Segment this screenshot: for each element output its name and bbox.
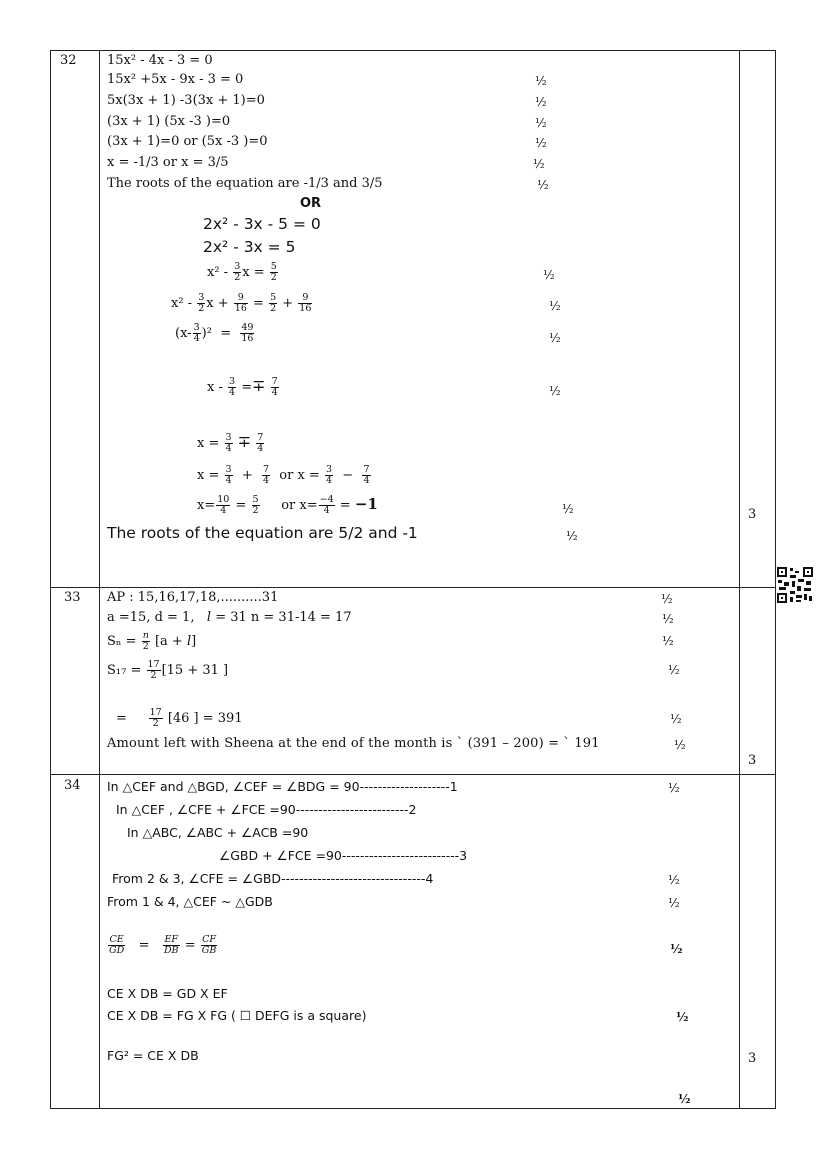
numerator: 3 [193,322,200,333]
fraction [319,495,335,516]
denominator: 2 [252,505,259,516]
denominator: 4 [229,387,236,398]
fraction [240,323,254,344]
numerator: 3 [325,464,333,475]
fraction [271,377,279,398]
fraction [201,935,218,956]
fraction [225,433,233,454]
solution-line [107,660,228,681]
math-text: −1 [354,495,378,513]
solution-line: 2x² - 3x - 5 = 0 [203,215,321,233]
numerator: 17 [147,659,160,670]
math-text: = [220,326,232,341]
numerator: 17 [149,707,162,718]
fraction [216,495,230,516]
column-divider [99,51,100,1108]
fraction [270,262,278,283]
denominator: DB [163,945,179,956]
half-mark: ½ [562,502,574,516]
question-number: 34 [64,778,81,793]
math-text: + [241,468,253,483]
numerator: 7 [271,376,278,387]
denominator: 4 [262,475,270,486]
row-divider [51,587,775,588]
half-mark: ½ [549,384,561,398]
fraction [234,293,248,314]
numerator: 5 [270,261,277,272]
numerator: 7 [363,464,370,475]
math-text: ] [191,634,197,649]
solution-line: ∠GBD + ∠FCE =90--------------------------3 [219,848,468,863]
numerator: 9 [234,293,248,304]
solution-line: x² - $\frac{3}{2}$ x = $\frac{5}{2}$ [207,261,277,283]
numerator: CE [109,934,124,945]
half-mark: ½ [678,1092,691,1106]
solution-line: In △CEF and △BGD, ∠CEF = ∠BDG = 90--------------------1 [107,779,458,794]
math-text: l [186,634,192,649]
qr-code-icon [776,566,814,604]
half-mark: ½ [535,116,547,130]
solution-line: AP : 15,16,17,18,..........31 [107,590,279,605]
fraction [228,377,236,398]
solution-line [197,495,378,516]
half-mark: ½ [537,178,549,192]
half-mark: ½ [535,136,547,150]
numerator: 7 [257,432,264,443]
numerator: 3 [234,261,241,272]
denominator: 4 [363,475,370,486]
math-text: = [339,498,351,513]
half-mark: ½ [670,942,683,956]
half-mark: ½ [662,634,674,648]
math-text: Sₙ = [107,634,137,649]
denominator: 2 [270,272,277,283]
math-text: = 31 n = 31-14 = 17 [215,610,352,625]
numerator: 10 [217,494,230,505]
numerator: 3 [229,376,236,387]
solution-line: 5x(3x + 1) -3(3x + 1)=0 [107,93,265,108]
denominator: 2 [270,303,277,314]
fraction [252,495,260,516]
solution-line: 2x² - 3x = 5 [203,238,296,256]
math-text: = [138,938,150,953]
question-number: 33 [64,590,81,605]
numerator: 49 [241,322,254,333]
math-text: + [282,296,294,311]
math-text: )² [201,326,212,341]
solution-line: CE X DB = GD X EF [107,986,228,1001]
half-mark: ½ [533,157,545,171]
math-text: − [342,468,354,483]
math-text: x = [197,468,220,483]
denominator: 4 [271,387,278,398]
denominator: 2 [142,641,149,652]
denominator: 4 [220,505,227,516]
half-mark: ½ [668,781,680,795]
solution-line: (3x + 1) (5x -3 )=0 [107,114,231,129]
math-text: = [235,498,247,513]
denominator: 16 [241,333,254,344]
denominator: GD [109,945,125,956]
fraction [149,708,163,729]
solution-line: (3x + 1)=0 or (5x -3 )=0 [107,134,268,149]
fraction [262,465,270,486]
fraction [225,465,233,486]
solution-line: FG² = CE X DB [107,1048,199,1063]
numerator: 5 [270,292,277,303]
solution-line [107,610,352,626]
fraction [193,323,201,344]
solution-line: The roots of the equation are 5/2 and -1 [107,524,418,542]
math-text: x² - [171,296,193,311]
marks-total: 3 [748,1051,757,1066]
math-text: x² - [207,265,229,280]
solution-line: From 2 & 3, ∠CFE = ∠GBD--------------------------------4 [112,871,434,886]
math-text: (x- [175,326,192,341]
math-text: [46 ] = 391 [167,711,243,726]
half-mark: ½ [670,712,682,726]
math-text: [15 + 31 ] [161,663,229,678]
fraction [142,631,150,652]
denominator: 16 [234,303,247,314]
denominator: 4 [323,505,330,516]
half-mark: ½ [661,592,673,606]
fraction [325,465,333,486]
math-text: x = [197,436,220,451]
math-text: + [217,296,229,311]
math-text: S₁₇ = [107,663,142,678]
numerator: EF [164,934,178,945]
half-mark: ½ [566,529,578,543]
math-text: x= [197,498,216,513]
math-text: a =15, d = 1, [107,610,195,625]
half-mark: ½ [549,331,561,345]
denominator: 4 [193,333,200,344]
solution-line: x = -1/3 or x = 3/5 [107,155,229,170]
half-mark: ½ [668,873,680,887]
math-text: = [241,380,253,395]
math-text: = [253,265,265,280]
math-text: l [206,610,212,625]
math-text: = [116,711,127,726]
fraction [256,433,264,454]
half-mark: ½ [668,896,680,910]
solution-line: From 1 & 4, △CEF ~ △GDB [107,894,273,909]
solution-line [107,631,196,652]
denominator: 4 [225,475,232,486]
half-mark: ½ [674,738,686,752]
or-separator: OR [300,196,322,211]
fraction [298,293,312,314]
denominator: 4 [325,475,333,486]
math-text: [a + [154,634,183,649]
fraction [147,660,161,681]
marks-total: 3 [748,507,757,522]
denominator: 2 [234,272,241,283]
half-mark: ½ [535,95,547,109]
math-text: or x = [279,468,320,483]
solution-line: The roots of the equation are -1/3 and 3/5 [107,176,383,191]
fraction [362,465,370,486]
solution-line [116,708,243,729]
marks-total: 3 [748,753,757,768]
half-mark: ½ [535,74,547,88]
solution-line: x² - $\frac{3}{2}$ x + $\frac{9}{16}$ = $\frac{5}{2}$ + $\frac{9}{16}$ [171,292,312,314]
numerator: 3 [198,292,205,303]
math-text: ∓ [237,432,252,451]
denominator: 2 [150,670,157,681]
row-divider [51,774,775,775]
fraction [269,293,277,314]
half-mark: ½ [662,612,674,626]
math-text: = [253,296,264,311]
denominator: 16 [299,303,312,314]
numerator: CF [202,934,216,945]
solution-line: 15x² +5x - 9x - 3 = 0 [107,72,244,87]
solution-line [107,935,218,956]
question-number: 32 [60,53,77,68]
solution-line: CE X DB = FG X FG ( ☐ DEFG is a square) [107,1008,367,1023]
solution-line: In △ABC, ∠ABC + ∠ACB =90 [127,825,309,840]
denominator: 4 [257,443,264,454]
math-text: x - [207,380,223,395]
half-mark: ½ [668,663,680,677]
solution-line [175,323,255,344]
numerator: 9 [298,293,312,304]
denominator: 4 [225,443,232,454]
fraction [163,935,180,956]
numerator: 3 [225,464,232,475]
numerator: 3 [225,432,232,443]
denominator: 2 [198,303,205,314]
numerator: −4 [319,494,334,505]
solution-line [207,377,280,398]
numerator: 5 [252,494,259,505]
solution-line [197,433,265,454]
solution-line: In △CEF , ∠CFE + ∠FCE =90-------------------------2 [116,802,417,817]
denominator: GB [201,945,217,956]
fraction [197,293,205,314]
half-mark: ½ [549,299,561,313]
solution-line [197,465,372,486]
math-text: or x= [281,498,318,513]
solution-line: Amount left with Sheena at the end of the month is ` (391 – 200) = ` 191 [107,736,600,751]
numerator: 7 [262,464,270,475]
math-text: ∓ [252,376,266,395]
fraction [233,262,241,283]
fraction [108,935,125,956]
half-mark: ½ [543,268,555,282]
column-divider [739,51,740,1108]
half-mark: ½ [676,1010,689,1024]
denominator: 2 [152,718,159,729]
math-text: = [184,938,196,953]
solution-line: 15x² - 4x - 3 = 0 [107,53,213,68]
numerator: n [142,630,149,641]
